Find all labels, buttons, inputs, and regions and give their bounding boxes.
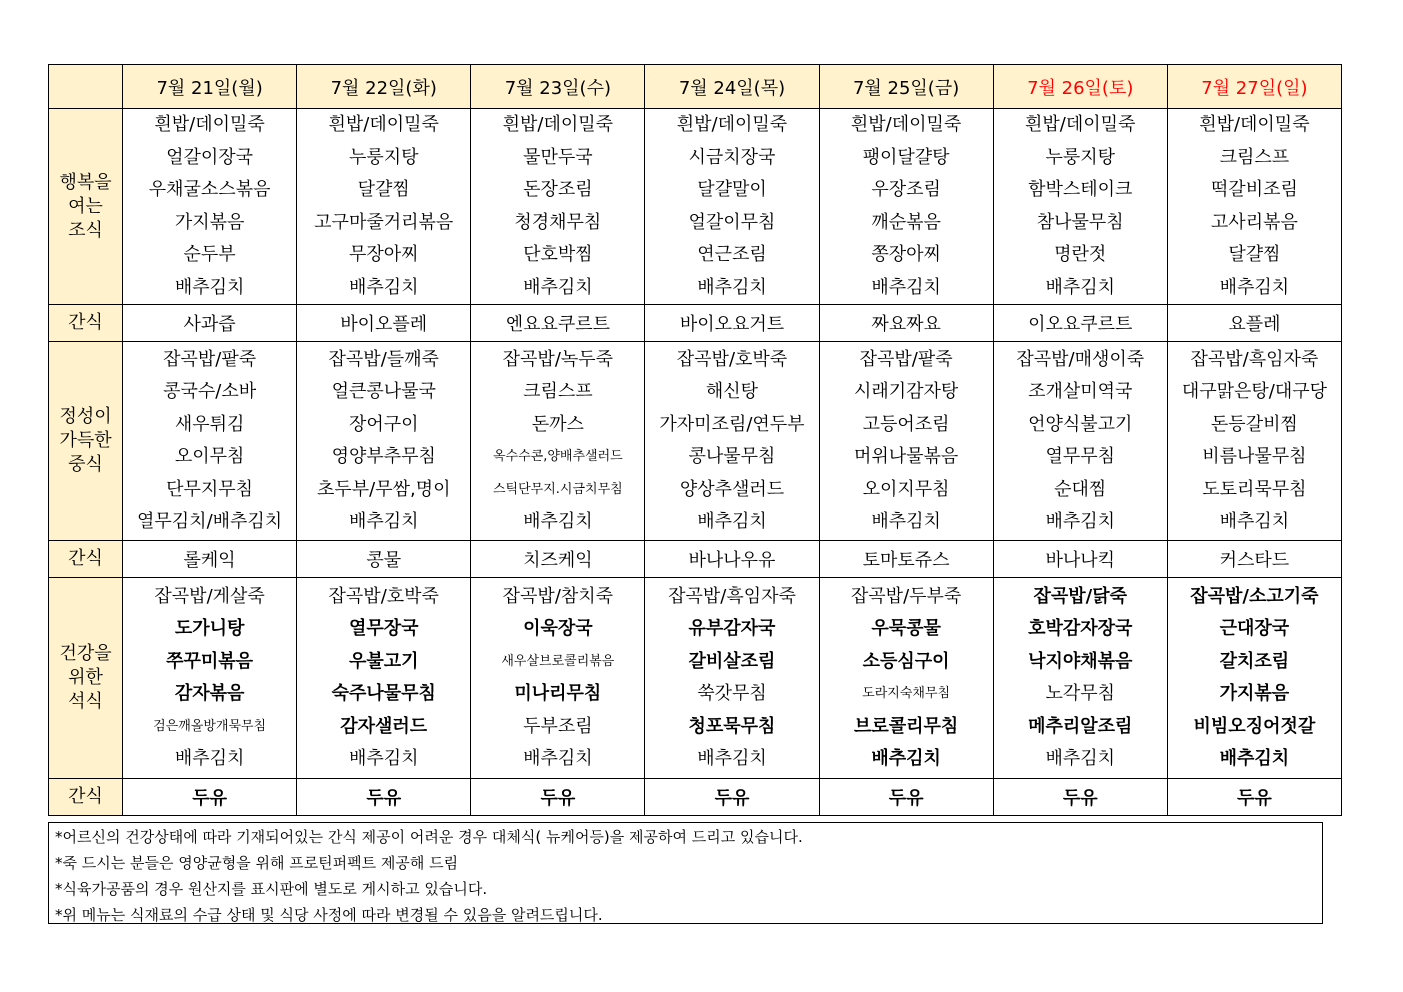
lunch-cell <box>645 342 819 541</box>
menu-item: 열무김치/배추김치 <box>137 511 283 532</box>
snack-cell: 짜요짜요 <box>819 305 993 342</box>
menu-item: 호박감자장국 <box>1028 618 1133 639</box>
menu-item: 잡곡밥/두부죽 <box>850 585 962 607</box>
snack-cell: 바나나킥 <box>993 541 1167 578</box>
menu-item: 누룽지탕 <box>348 146 419 168</box>
menu-item: 가자미조림/연두부 <box>659 413 805 435</box>
menu-item: 근대장국 <box>1219 618 1290 639</box>
menu-item: 미나리무침 <box>514 683 602 704</box>
menu-item: 쑥갓무침 <box>697 683 767 704</box>
menu-item: 배추김치 <box>1219 748 1290 769</box>
menu-item: 배추김치 <box>1045 511 1116 532</box>
snack-cell: 바이오플레 <box>297 305 471 342</box>
menu-item: 참나물무침 <box>1036 211 1124 233</box>
breakfast-cell <box>993 109 1167 305</box>
snack-cell: 두유 <box>123 779 297 816</box>
snack_evening-row <box>49 779 1342 816</box>
menu-item: 열무장국 <box>348 618 419 639</box>
lunch-label-text: 정성이 가득한 중식 <box>59 406 112 475</box>
menu-item: 떡갈비조림 <box>1210 179 1298 200</box>
snack-cell: 콩물 <box>297 541 471 578</box>
dinner-row <box>49 578 1342 779</box>
menu-item: 도토리묵무침 <box>1202 478 1307 500</box>
menu-item: 잡곡밥/호박죽 <box>328 585 439 607</box>
breakfast-cell <box>471 109 645 305</box>
menu-item: 잡곡밥/들깨죽 <box>328 348 439 370</box>
menu-item: 배추김치 <box>174 276 245 298</box>
dinner-label-text: 건강을 위한 석식 <box>59 643 112 712</box>
menu-item: 흰밥/데이밀죽 <box>676 114 788 135</box>
menu-item: 해신탕 <box>705 381 759 402</box>
breakfast-cell <box>1167 109 1341 305</box>
menu-item: 잡곡밥/팥죽 <box>859 348 953 370</box>
snack_morning-row <box>49 305 1342 342</box>
snack-cell: 커스타드 <box>1167 541 1341 578</box>
menu-item: 옥수수콘,양배추샐러드 <box>493 449 623 464</box>
snack-cell: 두유 <box>993 779 1167 816</box>
menu-item: 콩나물무침 <box>688 446 776 467</box>
snack-cell: 이오요쿠르트 <box>993 305 1167 342</box>
snack-cell: 두유 <box>297 779 471 816</box>
menu-item: 깨순볶음 <box>871 211 941 233</box>
snack-cell: 롤케익 <box>123 541 297 578</box>
breakfast-cell <box>123 109 297 305</box>
menu-item: 브로콜리무침 <box>853 715 959 737</box>
menu-item: 검은깨올방개묵무침 <box>153 718 267 734</box>
dinner-cell <box>471 578 645 779</box>
menu-item: 함박스테이크 <box>1028 179 1133 200</box>
menu-item: 단무지무침 <box>166 478 254 500</box>
dinner-label <box>49 578 123 779</box>
snack-cell: 두유 <box>645 779 819 816</box>
menu-item: 메추리알조림 <box>1028 715 1133 737</box>
menu-item: 청포묵무침 <box>688 715 776 737</box>
menu-item: 청경채무침 <box>514 211 602 233</box>
menu-item: 소등심구이 <box>862 650 950 672</box>
notes-box <box>48 822 1323 924</box>
note-line: *식육가공품의 경우 원산지를 표시판에 별도로 게시하고 있습니다. <box>55 880 488 898</box>
menu-item: 노각무침 <box>1045 683 1116 704</box>
menu-item: 잡곡밥/게살죽 <box>154 585 265 607</box>
menu-item: 언양식불고기 <box>1028 413 1133 435</box>
lunch-cell <box>819 342 993 541</box>
menu-item: 잡곡밥/흑임자죽 <box>668 585 796 607</box>
menu-item: 낙지야채볶음 <box>1028 650 1133 672</box>
menu-item: 숙주나물무침 <box>331 683 436 704</box>
menu-item: 배추김치 <box>174 748 245 769</box>
header-row <box>49 65 1342 109</box>
menu-item: 비름나물무침 <box>1202 446 1307 467</box>
day-header: 7월 25일(금) <box>819 65 993 109</box>
menu-item: 열무무침 <box>1045 446 1116 467</box>
lunch-label <box>49 342 123 541</box>
snack-cell: 바나나우유 <box>645 541 819 578</box>
dinner-cell <box>123 578 297 779</box>
menu-item: 우묵콩물 <box>871 618 941 639</box>
note-line: *죽 드시는 분들은 영양균형을 위해 프로틴퍼펙트 제공해 드림 <box>55 854 459 872</box>
note-line: *어르신의 건강상태에 따라 기재되어있는 간식 제공이 어려운 경우 대체식( 뉴케어등)을 제공하여 드리고 있습니다. <box>55 828 803 846</box>
menu-item: 시래기감자탕 <box>853 381 959 402</box>
menu-item: 새우살브로콜리볶음 <box>501 653 615 669</box>
menu-item: 오이지무침 <box>862 478 950 500</box>
weekly-menu-table <box>48 64 1342 816</box>
menu-item: 시금치장국 <box>688 146 776 168</box>
menu-item: 단호박찜 <box>523 244 593 265</box>
menu-item: 잡곡밥/소고기죽 <box>1190 585 1319 607</box>
day-header: 7월 27일(일) <box>1167 65 1341 109</box>
menu-item: 잡곡밥/닭죽 <box>1033 585 1127 607</box>
menu-item: 순대찜 <box>1054 478 1107 500</box>
snack-cell: 엔요요쿠르트 <box>471 305 645 342</box>
menu-item: 잡곡밥/매생이죽 <box>1016 348 1145 370</box>
lunch-cell <box>123 342 297 541</box>
lunch-cell <box>471 342 645 541</box>
lunch-cell <box>993 342 1167 541</box>
breakfast-cell <box>297 109 471 305</box>
menu-item: 이욱장국 <box>523 618 593 639</box>
menu-item: 흰밥/데이밀죽 <box>328 114 439 135</box>
menu-item: 누룽지탕 <box>1045 146 1116 168</box>
menu-item: 돈까스 <box>531 413 584 435</box>
snack-cell: 치즈케익 <box>471 541 645 578</box>
breakfast-cell <box>645 109 819 305</box>
menu-item: 도라지숙채무침 <box>862 686 951 701</box>
menu-item: 배추김치 <box>871 276 941 298</box>
dinner-cell <box>645 578 819 779</box>
dinner-cell <box>1167 578 1341 779</box>
dinner-cell <box>297 578 471 779</box>
menu-item: 연근조림 <box>697 244 767 265</box>
menu-item: 얼갈이장국 <box>166 146 254 168</box>
menu-item: 유부감자국 <box>688 618 776 639</box>
menu-item: 배추김치 <box>1219 511 1290 532</box>
menu-item: 잡곡밥/녹두죽 <box>502 348 614 370</box>
menu-item: 흰밥/데이밀죽 <box>1199 114 1310 135</box>
menu-item: 가지볶음 <box>1219 683 1290 704</box>
menu-item: 영양부추무침 <box>331 446 436 467</box>
menu-item: 크림스프 <box>523 381 593 402</box>
snack-cell: 사과즙 <box>123 305 297 342</box>
snack-cell: 토마토쥬스 <box>819 541 993 578</box>
lunch-row <box>49 342 1342 541</box>
snack-label: 간식 <box>49 305 123 342</box>
menu-item: 배추김치 <box>697 511 767 532</box>
menu-item: 잡곡밥/참치죽 <box>502 585 614 607</box>
menu-item: 오이무침 <box>174 446 245 467</box>
day-header: 7월 24일(목) <box>645 65 819 109</box>
menu-item: 새우튀김 <box>174 413 245 435</box>
menu-item: 배추김치 <box>523 276 593 298</box>
lunch-cell <box>297 342 471 541</box>
menu-item: 달걀말이 <box>697 179 767 200</box>
menu-item: 고사리볶음 <box>1210 211 1298 233</box>
breakfast-row <box>49 109 1342 305</box>
menu-item: 얼갈이무침 <box>688 211 776 233</box>
menu-item: 초두부/무쌈,명이 <box>316 478 451 500</box>
menu-item: 감자볶음 <box>174 683 245 704</box>
menu-item: 우채굴소스볶음 <box>148 179 271 200</box>
menu-item: 흰밥/데이밀죽 <box>154 114 265 135</box>
menu-item: 배추김치 <box>1219 276 1290 298</box>
menu-item: 도가니탕 <box>174 618 245 639</box>
note-line: *위 메뉴는 식재료의 수급 상태 및 식당 사정에 따라 변경될 수 있음을 알려드립니다. <box>55 906 603 924</box>
menu-item: 장어구이 <box>348 413 419 435</box>
menu-item: 돈장조림 <box>523 179 593 200</box>
header-corner <box>49 65 123 109</box>
menu-item: 배추김치 <box>1045 276 1116 298</box>
menu-item: 고등어조림 <box>862 413 950 435</box>
snack-label: 간식 <box>49 541 123 578</box>
menu-item: 배추김치 <box>1045 748 1116 769</box>
snack-cell: 바이오요거트 <box>645 305 819 342</box>
menu-item: 우불고기 <box>348 650 419 672</box>
menu-item: 콩국수/소바 <box>163 381 257 402</box>
day-header: 7월 26일(토) <box>993 65 1167 109</box>
menu-item: 우장조림 <box>871 179 941 200</box>
menu-item: 무장아찌 <box>348 244 419 265</box>
menu-item: 팽이달걀탕 <box>862 146 950 168</box>
menu-item: 잡곡밥/흑임자죽 <box>1190 348 1319 370</box>
menu-item: 돈등갈비찜 <box>1210 413 1298 435</box>
snack-cell: 두유 <box>471 779 645 816</box>
menu-item: 가지볶음 <box>174 211 245 233</box>
snack-cell: 두유 <box>1167 779 1341 816</box>
menu-item: 물만두국 <box>523 146 593 168</box>
menu-item: 배추김치 <box>697 276 767 298</box>
menu-item: 명란젓 <box>1054 244 1107 265</box>
menu-item: 머위나물볶음 <box>853 446 959 467</box>
menu-item: 잡곡밥/호박죽 <box>676 348 788 370</box>
menu-item: 양상추샐러드 <box>679 478 785 500</box>
menu-item: 스틱단무지.시금치무침 <box>493 481 623 497</box>
menu-item: 흰밥/데이밀죽 <box>850 114 962 135</box>
menu-item: 대구맑은탕/대구당 <box>1181 381 1327 402</box>
menu-item: 감자샐러드 <box>340 715 428 737</box>
menu-item: 갈치조림 <box>1219 650 1290 672</box>
menu-item: 조개살미역국 <box>1028 381 1133 402</box>
menu-item: 흰밥/데이밀죽 <box>502 114 614 135</box>
breakfast-cell <box>819 109 993 305</box>
menu-item: 순두부 <box>183 244 236 265</box>
menu-item: 갈비살조림 <box>688 650 776 672</box>
breakfast-label-text: 행복을 여는 조식 <box>59 171 112 241</box>
lunch-cell <box>1167 342 1341 541</box>
menu-item: 고구마줄거리볶음 <box>314 211 454 233</box>
snack-cell: 요플레 <box>1167 305 1341 342</box>
dinner-cell <box>819 578 993 779</box>
menu-item: 흰밥/데이밀죽 <box>1025 114 1136 135</box>
menu-item: 달걀찜 <box>1228 244 1281 265</box>
menu-item: 배추김치 <box>523 748 593 769</box>
menu-item: 배추김치 <box>871 511 941 532</box>
breakfast-label <box>49 109 123 305</box>
menu-item: 배추김치 <box>348 276 419 298</box>
menu-item: 배추김치 <box>523 511 593 532</box>
menu-item: 얼큰콩나물국 <box>331 381 436 402</box>
snack-label: 간식 <box>49 779 123 816</box>
day-header: 7월 23일(수) <box>471 65 645 109</box>
day-header: 7월 21일(월) <box>123 65 297 109</box>
menu-item: 쫑장아찌 <box>871 244 941 265</box>
menu-item: 두부조림 <box>523 715 593 737</box>
snack_afternoon-row <box>49 541 1342 578</box>
menu-item: 쭈꾸미볶음 <box>166 650 254 672</box>
menu-item: 잡곡밥/팥죽 <box>163 348 257 370</box>
menu-item: 배추김치 <box>348 748 419 769</box>
menu-item: 배추김치 <box>697 748 767 769</box>
snack-cell: 두유 <box>819 779 993 816</box>
menu-item: 비빔오징어젓갈 <box>1193 715 1316 737</box>
menu-item: 크림스프 <box>1219 146 1290 168</box>
day-header: 7월 22일(화) <box>297 65 471 109</box>
menu-item: 배추김치 <box>348 511 419 532</box>
dinner-cell <box>993 578 1167 779</box>
menu-item: 달걀찜 <box>357 179 410 200</box>
menu-item: 배추김치 <box>871 748 941 769</box>
